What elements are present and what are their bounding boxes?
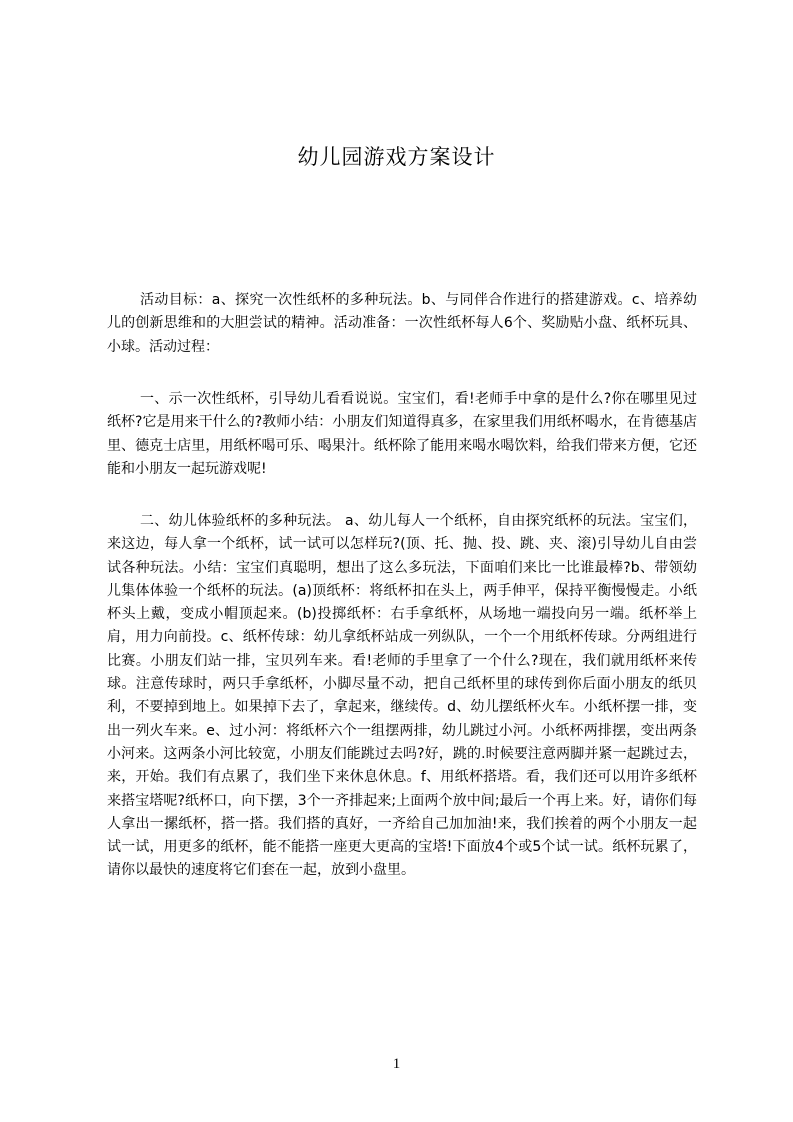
- document-title: 幼儿园游戏方案设计: [297, 145, 496, 169]
- paragraph-step-one: 一、示一次性纸杯，引导幼儿看看说说。宝宝们，看!老师手中拿的是什么?你在哪里见过纸杯?它是用来干什么的?教师小结：小朋友们知道得真多，在家里我们用纸杯喝水，在肯德基店里、德克士店里，用纸杯喝可乐、喝果汁。纸杯除了能用来喝水喝饮料，给我们带来方便，它还能和小朋友一起玩游戏呢!: [107, 391, 697, 477]
- page-number: 1: [392, 1056, 401, 1072]
- document-body: [107, 289, 697, 1027]
- paragraph-step-two: 二、幼儿体验纸杯的多种玩法。 a、幼儿每人一个纸杯，自由探究纸杯的玩法。宝宝们，来这边，每人拿一个纸杯，试一试可以怎样玩?(顶、托、抛、投、跳、夹、滚)引导幼儿自由尝试各种玩法。小结：宝宝们真聪明，想出了这么多玩法，下面咱们来比一比谁最棒?b、带领幼儿集体体验一个纸杯的玩法。(a)顶纸杯：将纸杯扣在头上，两手伸平，保持平衡慢慢走。小纸杯头上戴，变成小帽顶起来。(b)投掷纸杯：右手拿纸杯，从场地一端投向另一端。纸杯举上肩，用力向前投。c、纸杯传球：幼儿拿纸杯站成一列纵队，一个一个用纸杯传球。分两组进行比赛。小朋友们站一排，宝贝列车来。看!老师的手里拿了一个什么?现在，我们就用纸杯来传球。注意传球时，两只手拿纸杯，小脚尽量不动，把自己纸杯里的球传到你后面小朋友的纸贝利，不要掉到地上。如果掉下去了，拿起来，继续传。d、幼儿摆纸杯火车。小纸杯摆一排，变出一列火车来。e、过小河：将纸杯六个一组摆两排，幼儿跳过小河。小纸杯两排摆，变出两条小河来。这两条小河比较宽，小朋友们能跳过去吗?好，跳的.时候要注意两脚并紧一起跳过去，来，开始。我们有点累了，我们坐下来休息休息。f、用纸杯搭塔。看，我们还可以用许多纸杯来搭宝塔呢?纸杯口，向下摆，3个一齐排起来;上面两个放中间;最后一个再上来。好，请你们每人拿出一摞纸杯，搭一搭。我们搭的真好，一齐给自己加加油!来，我们挨着的两个小朋友一起试一试，用更多的纸杯，能不能搭一座更大更高的宝塔!下面放4个或5个试一试。纸杯玩累了，请你以最快的速度将它们套在一起，放到小盘里。: [107, 513, 697, 879]
- paragraph-activity-goals: 活动目标：a、探究一次性纸杯的多种玩法。b、与同伴合作进行的搭建游戏。c、培养幼儿的创新思维和的大胆尝试的精神。活动准备：一次性纸杯每人6个、奖励贴小盘、纸杯玩具、小球。活动过程：: [107, 292, 697, 355]
